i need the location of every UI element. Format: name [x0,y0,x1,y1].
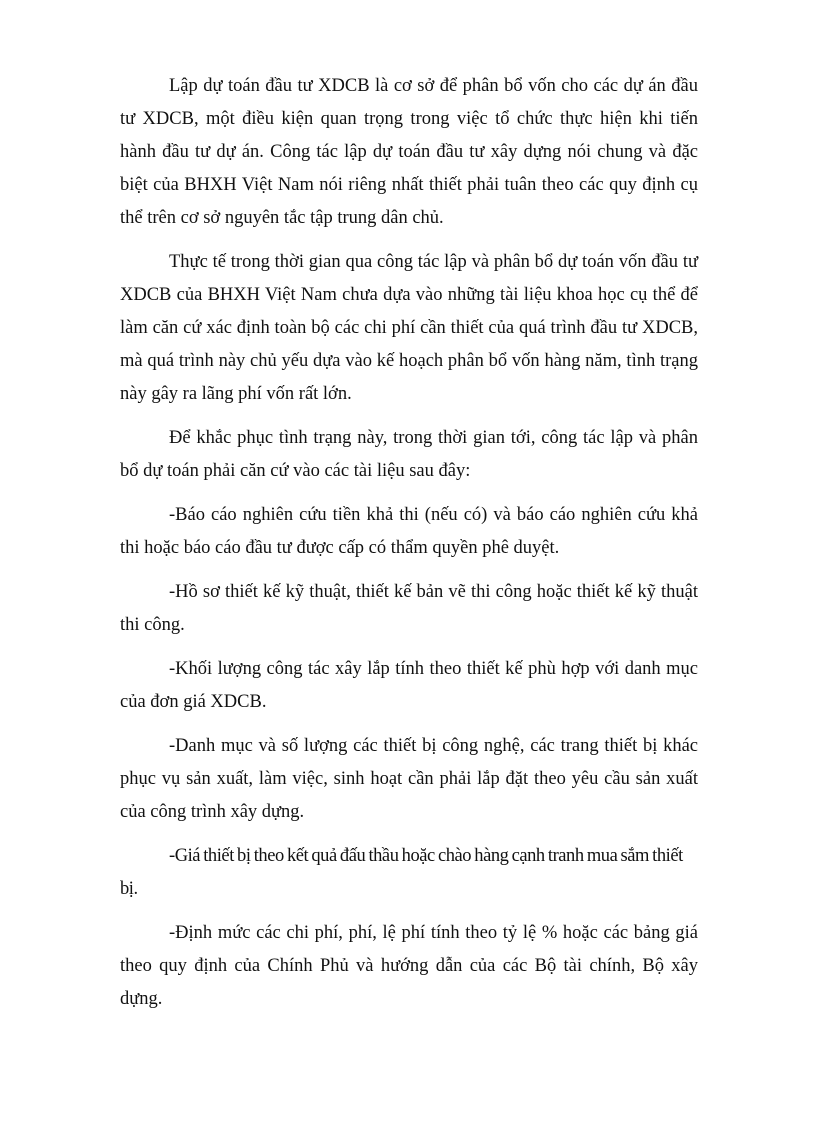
list-item-design-documents: -Hồ sơ thiết kế kỹ thuật, thiết kế bản vẽ thi công hoặc thiết kế kỹ thuật thi công. [120,582,698,635]
list-item-feasibility-report: -Báo cáo nghiên cứu tiền khả thi (nếu có) và báo cáo nghiên cứu khả thi hoặc báo cáo đầu tư được cấp có thẩm quyền phê duyệt. [120,505,698,558]
list-item-cost-norms: -Định mức các chi phí, phí, lệ phí tính theo tỷ lệ % hoặc các bảng giá theo quy định của Chính Phủ và hướng dẫn của các Bộ tài chính, Bộ xây dựng. [120,923,698,1009]
paragraph-intro: Lập dự toán đầu tư XDCB là cơ sở để phân bổ vốn cho các dự án đầu tư XDCB, một điều kiện quan trọng trong việc tổ chức thực hiện khi tiến hành đầu tư dự án. Công tác lập dự toán đầu tư xây dựng nói chung và đặc biệt của BHXH Việt Nam nói riêng nhất thiết phải tuân theo các quy định cụ thể trên cơ sở nguyên tắc tập trung dân chủ. [120,76,698,228]
paragraph-remedy: Để khắc phục tình trạng này, trong thời gian tới, công tác lập và phân bổ dự toán phải căn cứ vào các tài liệu sau đây: [120,428,698,481]
document-body [120,70,698,1027]
list-item-construction-volume: -Khối lượng công tác xây lắp tính theo thiết kế phù hợp với danh mục của đơn giá XDCB. [120,659,698,712]
list-item-equipment-list: -Danh mục và số lượng các thiết bị công nghệ, các trang thiết bị khác phục vụ sản xuất, làm việc, sinh hoạt cần phải lắp đặt theo yêu cầu sản xuất của công trình xây dựng. [120,736,698,822]
paragraph-reality: Thực tế trong thời gian qua công tác lập và phân bổ dự toán vốn đầu tư XDCB của BHXH Việt Nam chưa dựa vào những tài liệu khoa học cụ thể để làm căn cứ xác định toàn bộ các chi phí cần thiết của quá trình đầu tư XDCB, mà quá trình này chủ yếu dựa vào kế hoạch phân bổ vốn hàng năm, tình trạng này gây ra lãng phí vốn rất lớn. [120,252,698,404]
list-item-equipment-price: -Giá thiết bị theo kết quả đấu thầu hoặc chào hàng cạnh tranh mua sắm thiết bị. [120,846,683,899]
